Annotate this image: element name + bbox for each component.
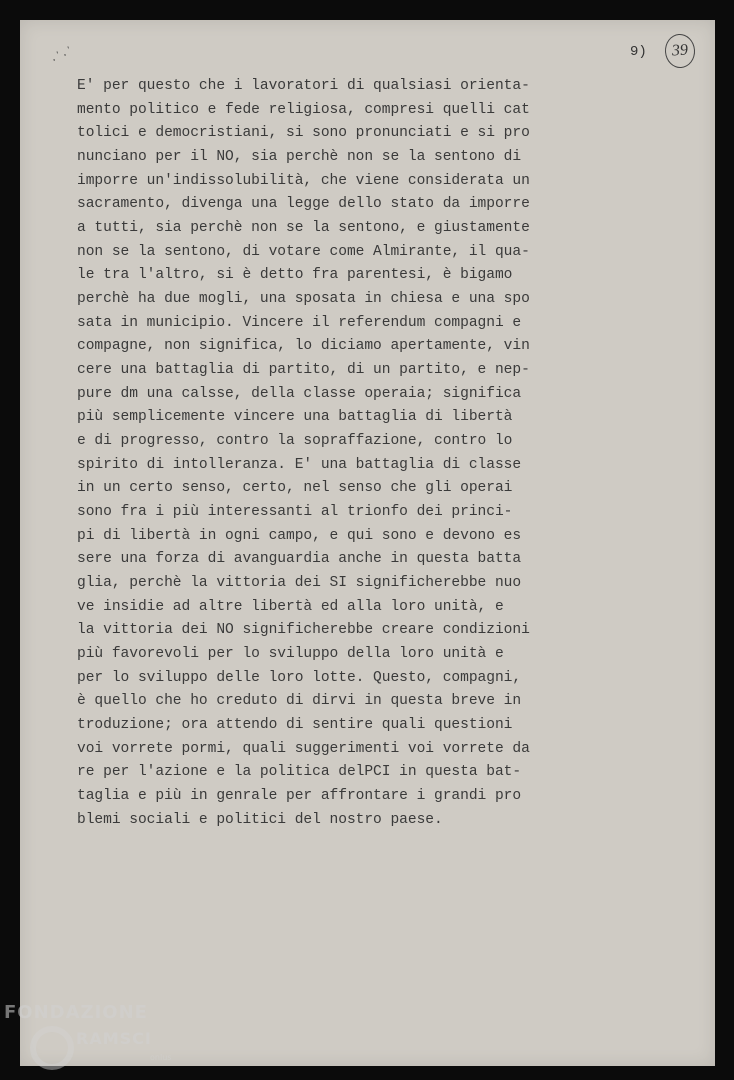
text-line: sata in municipio. Vincere il referendum compagni e bbox=[77, 314, 522, 331]
text-line: sacramento, divenga una legge dello stato da imporre bbox=[77, 196, 530, 213]
text-line: pi di libertà in ogni campo, e qui sono e devono es bbox=[77, 527, 522, 544]
watermark-line2: RAMSCI bbox=[76, 1029, 152, 1048]
text-line: imporre un'indissolubilità, che viene considerata un bbox=[77, 172, 530, 189]
page-number: 9) bbox=[630, 44, 647, 60]
fondazione-gramsci-watermark bbox=[4, 998, 194, 1078]
text-line: nunciano per il NO, sia perchè non se la sentono di bbox=[77, 149, 522, 166]
text-line: cere una battaglia di partito, di un partito, e nep- bbox=[77, 362, 530, 379]
watermark-small: onlus bbox=[150, 1053, 172, 1062]
text-line: glia, perchè la vittoria dei SI significherebbe nuo bbox=[77, 575, 522, 592]
text-line: pure dm una calsse, della classe operaia; significa bbox=[77, 385, 522, 402]
text-line: e di progresso, contro la sopraffazione, contro lo bbox=[77, 433, 513, 450]
document-page bbox=[20, 20, 715, 1066]
text-line: per lo sviluppo delle loro lotte. Questo, compagni, bbox=[77, 669, 522, 686]
text-line: E' per questo che i lavoratori di qualsiasi orienta- bbox=[77, 78, 530, 94]
text-line: tolici e democristiani, si sono pronunciati e si pro bbox=[77, 125, 530, 142]
text-line: più favorevoli per lo sviluppo della loro unità e bbox=[77, 646, 504, 663]
text-line: taglia e più in genrale per affrontare i grandi pro bbox=[77, 788, 522, 805]
text-line: ve insidie ad altre libertà ed alla loro unità, e bbox=[77, 598, 504, 615]
text-line: perchè ha due mogli, una sposata in chiesa e una spo bbox=[77, 291, 530, 308]
folio-number-circled: 39 bbox=[664, 33, 696, 69]
text-line: le tra l'altro, si è detto fra parentesi, è bigamo bbox=[77, 267, 513, 284]
text-line: mento politico e fede religiosa, compresi quelli cat bbox=[77, 101, 530, 118]
text-line: compagne, non significa, lo diciamo apertamente, vin bbox=[77, 338, 530, 355]
text-line: blemi sociali e politici del nostro paese. bbox=[77, 811, 443, 828]
text-line: sono fra i più interessanti al trionfo dei princi- bbox=[77, 504, 513, 521]
text-line: è quello che ho creduto di dirvi in questa breve in bbox=[77, 693, 522, 710]
text-line: la vittoria dei NO significherebbe creare condizioni bbox=[77, 622, 530, 639]
text-line: non se la sentono, di votare come Almirante, il qua- bbox=[77, 243, 530, 260]
watermark-line1: FONDAZIONE bbox=[4, 1002, 148, 1023]
watermark-g-logo-icon bbox=[30, 1026, 74, 1070]
text-line: a tutti, sia perchè non se la sentono, e giustamente bbox=[77, 220, 530, 237]
text-line: spirito di intolleranza. E' una battaglia di classe bbox=[77, 456, 522, 473]
text-line: in un certo senso, certo, nel senso che gli operai bbox=[77, 480, 513, 497]
text-line: troduzione; ora attendo di sentire quali questioni bbox=[77, 717, 513, 734]
text-line: voi vorrete pormi, quali suggerimenti voi vorrete da bbox=[77, 740, 530, 757]
margin-mark: .ʼ.ʼ bbox=[48, 45, 76, 66]
text-line: re per l'azione e la politica delPCI in questa bat- bbox=[77, 764, 522, 781]
typed-text-body bbox=[77, 75, 697, 833]
text-line: sere una forza di avanguardia anche in questa batta bbox=[77, 551, 522, 568]
text-line: più semplicemente vincere una battaglia di libertà bbox=[77, 409, 513, 426]
